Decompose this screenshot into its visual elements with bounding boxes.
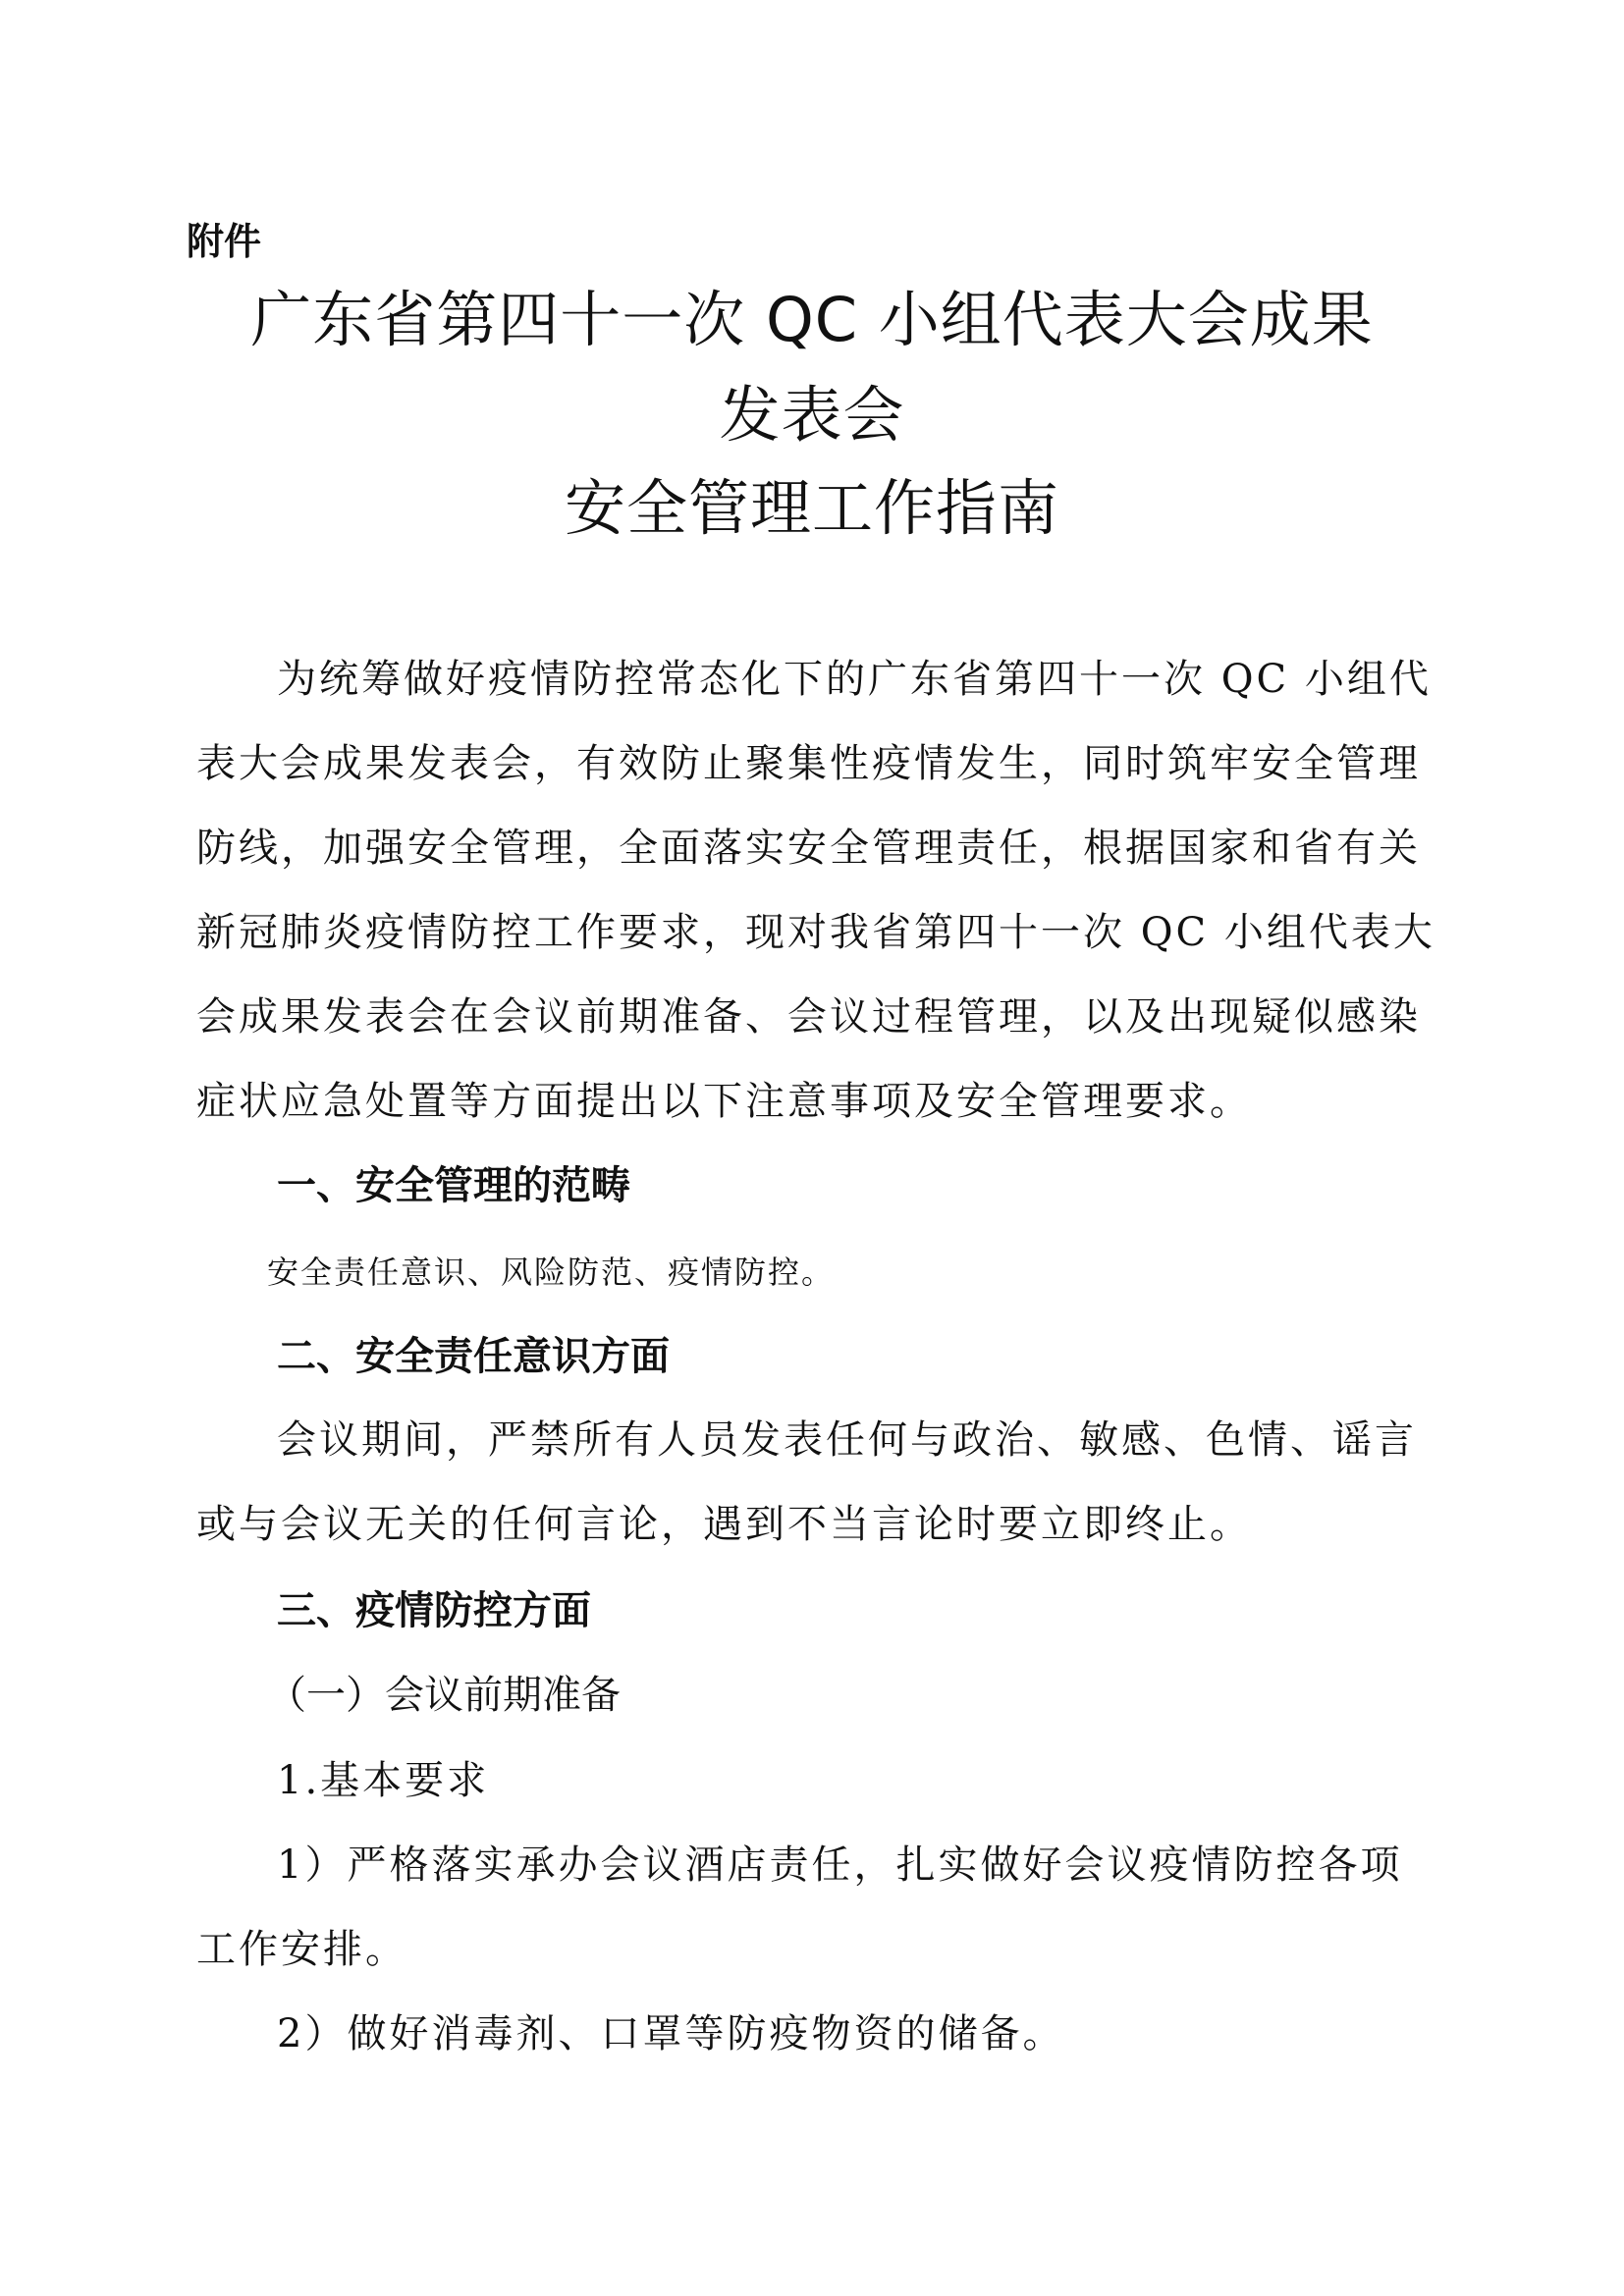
attachment-label: 附件: [187, 220, 262, 263]
section-2-heading: 二、安全责任意识方面: [277, 1334, 670, 1379]
subsection-1-heading: （一）会议前期准备: [267, 1673, 621, 1718]
item-1-1-line: 1）严格落实承办会议酒店责任，扎实做好会议疫情防控各项: [277, 1842, 1403, 1888]
section-1-text: 安全责任意识、风险防范、疫情防控。: [267, 1254, 836, 1291]
intro-line: 为统筹做好疫情防控常态化下的广东省第四十一次 QC 小组代: [277, 657, 1432, 702]
section-3-heading: 三、疫情防控方面: [277, 1588, 591, 1633]
item-1-heading: 1.基本要求: [277, 1758, 490, 1803]
document-title-line-3: 安全管理工作指南: [564, 472, 1059, 544]
intro-line: 新冠肺炎疫情防控工作要求，现对我省第四十一次 QC 小组代表大: [196, 910, 1435, 955]
intro-line: 会成果发表会在会议前期准备、会议过程管理，以及出现疑似感染: [196, 994, 1421, 1040]
intro-line: 防线，加强安全管理，全面落实安全管理责任，根据国家和省有关: [196, 826, 1421, 871]
section-2-line: 会议期间，严禁所有人员发表任何与政治、敏感、色情、谣言: [277, 1417, 1417, 1463]
intro-line: 表大会成果发表会，有效防止聚集性疫情发生，同时筑牢安全管理: [196, 741, 1421, 786]
document-title-line-2: 发表会: [719, 379, 905, 451]
item-1-1-line: 工作安排。: [196, 1927, 407, 1972]
intro-line: 症状应急处置等方面提出以下注意事项及安全管理要求。: [196, 1079, 1252, 1124]
section-2-line: 或与会议无关的任何言论，遇到不当言论时要立即终止。: [196, 1502, 1252, 1547]
document-title-line-1: 广东省第四十一次 QC 小组代表大会成果: [250, 284, 1374, 355]
section-1-heading: 一、安全管理的范畴: [277, 1163, 630, 1208]
item-1-2-text: 2）做好消毒剂、口罩等防疫物资的储备。: [277, 2011, 1065, 2056]
